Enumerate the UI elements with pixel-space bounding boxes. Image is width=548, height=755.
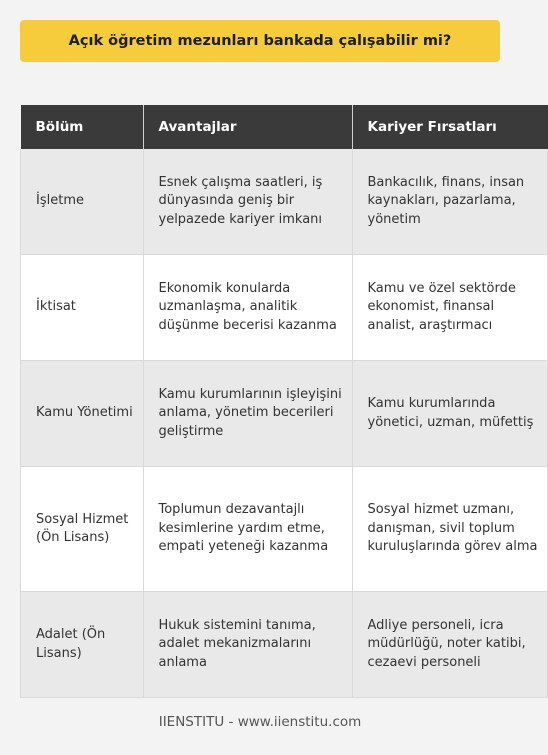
table-row [21,255,548,361]
footer-credit: IIENSTITU - www.iienstitu.com [158,714,362,730]
career-cell: Kamu ve özel sektörde ekonomist, finansal analist, araştırmacı [352,255,548,361]
advantages-cell: Esnek çalışma saatleri, iş dünyasında geniş bir yelpazede kariyer imkanı [143,149,352,255]
department-cell: Adalet (Ön Lisans) [21,592,144,698]
advantages-cell: Ekonomik konularda uzmanlaşma, analitik düşünme becerisi kazanma [143,255,352,361]
department-cell: Kamu Yönetimi [21,361,144,467]
column-header-career-opportunities: Kariyer Fırsatları [352,105,548,149]
column-header-advantages: Avantajlar [143,105,352,149]
career-cell: Bankacılık, finans, insan kaynakları, pazarlama, yönetim [352,149,548,255]
advantages-cell: Toplumun dezavantajlı kesimlerine yardım etme, empati yeteneği kazanma [143,467,352,592]
career-table [20,105,548,698]
department-cell: Sosyal Hizmet (Ön Lisans) [21,467,144,592]
department-cell: İktisat [21,255,144,361]
advantages-cell: Kamu kurumlarının işleyişini anlama, yönetim becerileri geliştirme [143,361,352,467]
page-title-banner [20,20,500,62]
advantages-cell: Hukuk sistemini tanıma, adalet mekanizmalarını anlama [143,592,352,698]
page-title: Açık öğretim mezunları bankada çalışabilir mi? [68,33,452,49]
career-cell: Sosyal hizmet uzmanı, danışman, sivil toplum kuruluşlarında görev alma [352,467,548,592]
table-row [21,592,548,698]
career-cell: Kamu kurumlarında yönetici, uzman, müfettiş [352,361,548,467]
table-row [21,149,548,255]
department-cell: İşletme [21,149,144,255]
table-header-row [21,105,548,149]
career-cell: Adliye personeli, icra müdürlüğü, noter katibi, cezaevi personeli [352,592,548,698]
table-row [21,361,548,467]
table-row [21,467,548,592]
column-header-department: Bölüm [21,105,144,149]
